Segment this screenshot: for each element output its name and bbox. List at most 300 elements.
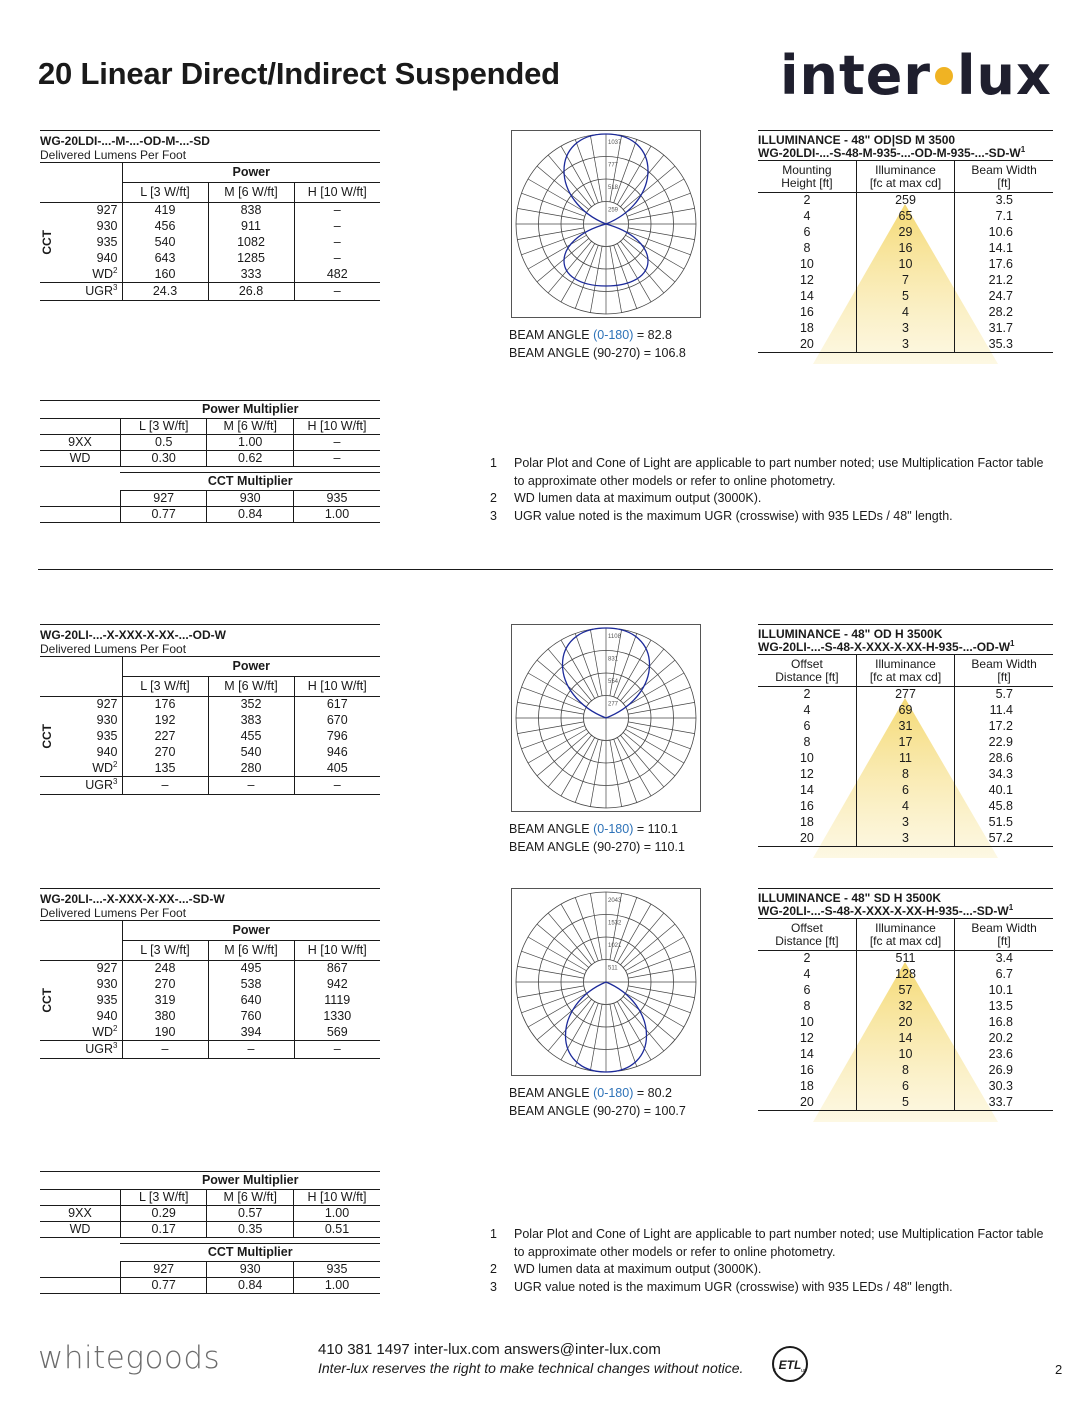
table-cell: 176 [122, 697, 208, 713]
footnote-text: Polar Plot and Cone of Light are applicable to part number noted; use Multiplication Factor table to approximate other models or refer to online photometry. [514, 456, 1044, 488]
column-header: L [3 W/ft] [122, 941, 208, 961]
table-cell: 405 [294, 761, 380, 777]
polar-plot [511, 130, 701, 318]
illuminance-row [758, 967, 1053, 983]
illuminance-row [758, 983, 1053, 999]
table-cell: 0.62 [207, 451, 294, 467]
column-header: H [10 W/ft] [293, 1190, 380, 1206]
illuminance-row [758, 1095, 1053, 1111]
row-label [60, 761, 122, 777]
table-cell: – [294, 283, 380, 301]
illuminance-cell: 2 [803, 193, 811, 208]
ugr-label [40, 283, 122, 301]
illuminance-cell: 6 [803, 719, 811, 733]
footnote-number: 2 [490, 1262, 497, 1276]
table-cell: 760 [208, 1009, 294, 1025]
cct-label: CCT [40, 230, 54, 255]
table-cell: 280 [208, 761, 294, 777]
product-code: WG-20LI-...-X-XXX-X-XX-...-SD-W [40, 888, 380, 906]
illuminance-cell: 23.6 [955, 1047, 1053, 1063]
cct-label: CCT [40, 988, 54, 1013]
row-label-text: WD [92, 760, 114, 775]
lumens-grid [40, 920, 380, 1059]
illuminance-cell: 3 [856, 337, 954, 353]
cct-multiplier-title: CCT Multiplier [120, 1244, 380, 1262]
illuminance-title: ILLUMINANCE - 48" SD H 3500K [758, 888, 1053, 905]
product-code: WG-20LDI-...-M-...-OD-M-...-SD [40, 130, 380, 148]
row-label [60, 1009, 122, 1025]
polar-plot [511, 888, 701, 1076]
footnote-ref: 1 [1010, 639, 1015, 648]
table-cell: 1119 [294, 993, 380, 1009]
footnote-text: UGR value noted is the maximum UGR (crosswise) with 935 LEDs / 48" length. [514, 1279, 953, 1294]
illuminance-cell: 6 [856, 1079, 954, 1095]
illuminance-row [758, 703, 1053, 719]
page-title: 20 Linear Direct/Indirect Suspended [38, 56, 560, 91]
row-label [60, 267, 122, 283]
illuminance-cell: 8 [803, 735, 811, 749]
polar-scale-label: 277 [608, 701, 619, 708]
illuminance-cell: 29 [856, 225, 954, 241]
illuminance-column-header: Offset Distance [ft] [758, 655, 856, 687]
polar-scale-label: 554 [608, 679, 619, 685]
beam-label: BEAM ANGLE [509, 1086, 590, 1100]
footnote-number: 3 [490, 1279, 497, 1294]
illuminance-cell: 5 [856, 289, 954, 305]
cct-value: 1.00 [293, 1278, 380, 1294]
illuminance-cell: 57 [856, 983, 954, 999]
multiplier-tables [40, 1171, 380, 1294]
table-cell: 796 [294, 729, 380, 745]
cert-text: ETL [778, 1358, 802, 1372]
row-label: 9XX [40, 435, 120, 451]
ugr-row [40, 1041, 380, 1059]
cct-column: 927 [120, 1262, 207, 1278]
row-label: 9XX [40, 1206, 120, 1222]
illuminance-code-text: WG-20LDI-...-S-48-M-935-...-OD-M-935-...-SD-W [758, 146, 1021, 160]
illuminance-row [758, 257, 1053, 273]
illuminance-cell: 14 [856, 1031, 954, 1047]
row-label [60, 729, 122, 745]
illuminance-row [758, 815, 1053, 831]
table-row [40, 267, 380, 283]
table-cell: 1.00 [293, 1206, 380, 1222]
table-cell: – [122, 777, 208, 795]
illuminance-cell: 3 [856, 831, 954, 847]
row-label-text: 927 [96, 961, 118, 976]
power-header: Power [122, 921, 380, 941]
illuminance-table [758, 130, 1053, 353]
row-label [60, 697, 122, 713]
illuminance-cell: 3.4 [955, 951, 1053, 967]
table-cell: 0.57 [207, 1206, 294, 1222]
illuminance-cell: 21.2 [955, 273, 1053, 289]
illuminance-cell: 17 [856, 735, 954, 751]
table-cell: 352 [208, 697, 294, 713]
table-cell: 26.8 [208, 283, 294, 301]
svg-text:c: c [773, 1368, 776, 1374]
illuminance-cell: 6 [803, 225, 811, 239]
illuminance-row [758, 193, 1053, 209]
footnote [490, 1261, 1050, 1279]
beam-angle-0-180 [509, 820, 685, 838]
table-cell: 838 [208, 203, 294, 219]
illuminance-cell: 17.2 [955, 719, 1053, 735]
lumens-table [40, 624, 380, 795]
table-cell: 0.29 [120, 1206, 207, 1222]
cct-column: 930 [207, 491, 294, 507]
illuminance-cell: 28.2 [955, 305, 1053, 321]
illuminance-row [758, 225, 1053, 241]
table-cell: 0.30 [120, 451, 207, 467]
cct-value: 0.84 [207, 507, 294, 523]
illuminance-cell: 14 [799, 1047, 814, 1061]
table-row [40, 251, 380, 267]
illuminance-cell: 20 [856, 1015, 954, 1031]
table-row [40, 1025, 380, 1041]
illuminance-cell: 4 [803, 703, 811, 717]
row-label-text: 930 [96, 219, 118, 233]
table-cell: 394 [208, 1025, 294, 1041]
footnote-text: WD lumen data at maximum output (3000K). [514, 491, 762, 505]
illuminance-cell: 14 [799, 289, 814, 303]
illuminance-title: ILLUMINANCE - 48" OD H 3500K [758, 624, 1053, 641]
table-row [40, 219, 380, 235]
row-label-text: 940 [96, 251, 118, 265]
beam-angles [509, 326, 686, 362]
table-cell: 946 [294, 745, 380, 761]
inter-lux-logo [780, 44, 1052, 107]
illuminance-cell: 31.7 [955, 321, 1053, 337]
illuminance-cell: 30.3 [955, 1079, 1053, 1095]
footnote-number: 1 [490, 1227, 497, 1241]
footnote-text: Polar Plot and Cone of Light are applicable to part number noted; use Multiplication Factor table to approximate other models or refer to online photometry. [514, 1227, 1044, 1259]
table-cell: 270 [122, 745, 208, 761]
lumens-table [40, 888, 380, 1059]
illuminance-column-header: Illuminance [fc at max cd] [856, 161, 954, 193]
column-header: M [6 W/ft] [208, 183, 294, 203]
polar-scale-label: 259 [608, 207, 619, 214]
illuminance-cell: 10.1 [955, 983, 1053, 999]
column-header: M [6 W/ft] [208, 677, 294, 697]
beam-range: (0-180) [593, 328, 634, 342]
illuminance-code [758, 147, 1053, 160]
table-cell: 1082 [208, 235, 294, 251]
table-cell: 540 [208, 745, 294, 761]
beam-value: = 82.8 [636, 328, 672, 342]
ugr-label-text: UGR [85, 284, 114, 298]
illuminance-row [758, 1047, 1053, 1063]
footnote [490, 508, 1050, 526]
cct-column: 935 [293, 491, 380, 507]
illuminance-cell: 4 [856, 305, 954, 321]
beam-range: (0-180) [593, 822, 634, 836]
footnote-number: 1 [490, 456, 497, 470]
table-cell: 942 [294, 977, 380, 993]
table-row [40, 203, 380, 219]
illuminance-cell: 6 [803, 983, 811, 997]
row-label-text: 940 [96, 745, 118, 759]
polar-scale-label: 1037 [608, 140, 622, 146]
illuminance-cell: 31 [856, 719, 954, 735]
illuminance-row [758, 1063, 1053, 1079]
table-cell: – [294, 1041, 380, 1059]
illuminance-cell: 4 [803, 209, 811, 223]
illuminance-cell: 20 [758, 831, 856, 847]
illuminance-cell: 2 [803, 687, 811, 702]
logo-dot-icon [935, 67, 953, 85]
row-label [60, 745, 122, 761]
illuminance-row [758, 337, 1053, 353]
lumens-grid [40, 162, 380, 301]
illuminance-cell: 16.8 [955, 1015, 1053, 1031]
illuminance-cell: 12 [799, 767, 814, 781]
illuminance-row [758, 305, 1053, 321]
illuminance-cell: 8 [803, 999, 811, 1013]
illuminance-cell: 11.4 [955, 703, 1053, 719]
illuminance-column-header: Illuminance [fc at max cd] [856, 655, 954, 687]
illuminance-cell: 28.6 [955, 751, 1053, 767]
row-label-text: 935 [96, 235, 118, 249]
illuminance-cell: 32 [856, 999, 954, 1015]
illuminance-cell: 12 [799, 1031, 814, 1045]
ugr-label [40, 1041, 122, 1059]
illuminance-code-text: WG-20LI-...-S-48-X-XXX-X-XX-H-935-...-SD-W [758, 904, 1009, 918]
illuminance-cell: 128 [856, 967, 954, 983]
row-label-text: 935 [96, 993, 118, 1007]
table-cell: – [293, 451, 380, 467]
cct-multiplier-title: CCT Multiplier [120, 473, 380, 491]
illuminance-row [758, 735, 1053, 751]
polar-scale-label: 518 [608, 185, 619, 191]
row-label-text: 940 [96, 1009, 118, 1023]
illuminance-cell: 7 [856, 273, 954, 289]
footnote-text: UGR value noted is the maximum UGR (crosswise) with 935 LEDs / 48" length. [514, 508, 953, 523]
beam-value: = 110.1 [636, 822, 678, 836]
column-header: H [10 W/ft] [293, 419, 380, 435]
illuminance-cell: 18 [799, 815, 814, 829]
illuminance-cell: 35.3 [955, 337, 1053, 353]
power-multiplier-title: Power Multiplier [120, 401, 380, 419]
table-subtitle: Delivered Lumens Per Foot [40, 148, 187, 162]
cct-value: 0.77 [120, 507, 207, 523]
illuminance-cell: 12 [799, 273, 814, 287]
row-label-text: 927 [96, 697, 118, 712]
table-cell: 383 [208, 713, 294, 729]
table-cell: 0.51 [293, 1222, 380, 1238]
table-cell: 640 [208, 993, 294, 1009]
illuminance-cell: 40.1 [955, 783, 1053, 799]
footnote-text: WD lumen data at maximum output (3000K). [514, 1262, 762, 1276]
table-cell: – [294, 251, 380, 267]
power-multiplier-table [40, 1171, 380, 1294]
polar-scale-label: 1532 [608, 920, 622, 927]
illuminance-cell: 259 [856, 193, 954, 209]
illuminance-row [758, 687, 1053, 703]
contact-line: 410 381 1497 inter-lux.com answers@inter-lux.com [318, 1341, 661, 1358]
illuminance-cell: 14 [799, 783, 814, 797]
row-label [60, 1025, 122, 1041]
table-cell: 227 [122, 729, 208, 745]
table-cell: 190 [122, 1025, 208, 1041]
table-subtitle: Delivered Lumens Per Foot [40, 642, 187, 656]
illuminance-row [758, 767, 1053, 783]
table-cell: 24.3 [122, 283, 208, 301]
illuminance-code-text: WG-20LI-...-S-48-X-XXX-X-XX-H-935-...-OD-W [758, 640, 1011, 654]
column-header: M [6 W/ft] [208, 941, 294, 961]
illuminance-cell: 5.7 [955, 687, 1053, 703]
beam-angle-90-270: BEAM ANGLE (90-270) = 100.7 [509, 1104, 686, 1118]
column-header: M [6 W/ft] [207, 419, 294, 435]
table-cell: 319 [122, 993, 208, 1009]
illuminance-cell: 7.1 [955, 209, 1053, 225]
beam-angle-90-270: BEAM ANGLE (90-270) = 106.8 [509, 346, 686, 360]
beam-value: = 80.2 [636, 1086, 672, 1100]
table-row [40, 745, 380, 761]
illuminance-table [758, 888, 1053, 1111]
illuminance-cell: 20 [758, 1095, 856, 1111]
illuminance-cell: 10 [799, 751, 814, 765]
table-cell: 482 [294, 267, 380, 283]
illuminance-row [758, 321, 1053, 337]
beam-angle-0-180 [509, 1084, 686, 1102]
table-cell: – [294, 777, 380, 795]
table-cell: 569 [294, 1025, 380, 1041]
table-cell: 538 [208, 977, 294, 993]
column-header: H [10 W/ft] [294, 941, 380, 961]
illuminance-row [758, 783, 1053, 799]
beam-range: (0-180) [593, 1086, 634, 1100]
column-header: H [10 W/ft] [294, 183, 380, 203]
row-label-text: 935 [96, 729, 118, 743]
row-label-text: 927 [96, 203, 118, 218]
illuminance-row [758, 831, 1053, 847]
illuminance-cell: 51.5 [955, 815, 1053, 831]
illuminance-cell: 2 [803, 951, 811, 966]
footer-contact [318, 1340, 743, 1378]
polar-plot [511, 624, 701, 812]
footnote [490, 1226, 1050, 1261]
row-label [60, 993, 122, 1009]
footnote-ref: 2 [113, 265, 118, 275]
illuminance-column-header: Beam Width [ft] [955, 161, 1053, 193]
cct-column: 927 [120, 491, 207, 507]
footnote [490, 490, 1050, 508]
illuminance-row [758, 209, 1053, 225]
column-header: L [3 W/ft] [120, 1190, 207, 1206]
table-cell: 270 [122, 977, 208, 993]
column-header: L [3 W/ft] [120, 419, 207, 435]
polar-scale-label: 777 [608, 162, 619, 169]
row-label-text: WD [92, 1024, 114, 1039]
table-cell: 495 [208, 961, 294, 977]
polar-scale-label: 1108 [608, 634, 621, 640]
table-cell: – [208, 777, 294, 795]
table-cell: 192 [122, 713, 208, 729]
footnotes [490, 1226, 1050, 1296]
footnote-ref: 1 [1020, 145, 1026, 154]
illuminance-cell: 3.5 [955, 193, 1053, 209]
illuminance-column-header: Beam Width [ft] [955, 655, 1053, 687]
row-label [60, 251, 122, 267]
table-cell: 419 [122, 203, 208, 219]
row-label-text: 930 [96, 713, 118, 727]
illuminance-cell: 16 [856, 241, 954, 257]
illuminance-cell: 277 [856, 687, 954, 703]
multiplier-row [40, 1222, 380, 1238]
table-row [40, 977, 380, 993]
illuminance-cell: 10.6 [955, 225, 1053, 241]
table-cell: 1.00 [207, 435, 294, 451]
illuminance-code [758, 905, 1053, 918]
section-divider [38, 569, 1053, 570]
table-cell: 380 [122, 1009, 208, 1025]
column-header: M [6 W/ft] [207, 1190, 294, 1206]
illuminance-cell: 24.7 [955, 289, 1053, 305]
illuminance-cell: 20 [758, 337, 856, 353]
illuminance-grid [758, 160, 1053, 353]
product-code: WG-20LI-...-X-XXX-X-XX-...-OD-W [40, 624, 380, 642]
illuminance-table [758, 624, 1053, 847]
illuminance-cell: 511 [856, 951, 954, 967]
beam-label: BEAM ANGLE [509, 328, 590, 342]
illuminance-row [758, 241, 1053, 257]
table-cell: 540 [122, 235, 208, 251]
table-cell: 867 [294, 961, 380, 977]
multiplier-row [40, 435, 380, 451]
illuminance-cell: 57.2 [955, 831, 1053, 847]
footnote-number: 2 [490, 491, 497, 505]
illuminance-cell: 10 [799, 1015, 814, 1029]
etl-certification-icon [770, 1344, 810, 1389]
row-label [60, 235, 122, 251]
table-cell: – [208, 1041, 294, 1059]
beam-angles [509, 820, 685, 856]
illuminance-cell: 6 [856, 783, 954, 799]
ugr-row [40, 777, 380, 795]
table-row [40, 713, 380, 729]
ugr-row [40, 283, 380, 301]
table-row [40, 761, 380, 777]
power-header: Power [122, 163, 380, 183]
cct-column: 935 [293, 1262, 380, 1278]
illuminance-column-header: Offset Distance [ft] [758, 919, 856, 951]
cct-value: 1.00 [293, 507, 380, 523]
illuminance-cell: 22.9 [955, 735, 1053, 751]
beam-label: BEAM ANGLE [509, 822, 590, 836]
ugr-label-text: UGR [85, 778, 114, 792]
footnote-number: 3 [490, 508, 497, 523]
illuminance-cell: 34.3 [955, 767, 1053, 783]
illuminance-cell: 6.7 [955, 967, 1053, 983]
illuminance-cell: 8 [803, 241, 811, 255]
beam-angles [509, 1084, 686, 1120]
column-header: L [3 W/ft] [122, 183, 208, 203]
row-label-text: WD [92, 266, 114, 281]
illuminance-row [758, 951, 1053, 967]
column-header: H [10 W/ft] [294, 677, 380, 697]
multiplier-tables [40, 400, 380, 523]
illuminance-cell: 20.2 [955, 1031, 1053, 1047]
disclaimer: Inter-lux reserves the right to make technical changes without notice. [318, 1360, 744, 1376]
table-cell: 248 [122, 961, 208, 977]
illuminance-cell: 10 [799, 257, 814, 271]
svg-text:us: us [801, 1368, 807, 1374]
beam-angle-0-180 [509, 326, 686, 344]
page-number: 2 [1055, 1362, 1063, 1377]
row-label: WD [40, 451, 120, 467]
illuminance-row [758, 751, 1053, 767]
